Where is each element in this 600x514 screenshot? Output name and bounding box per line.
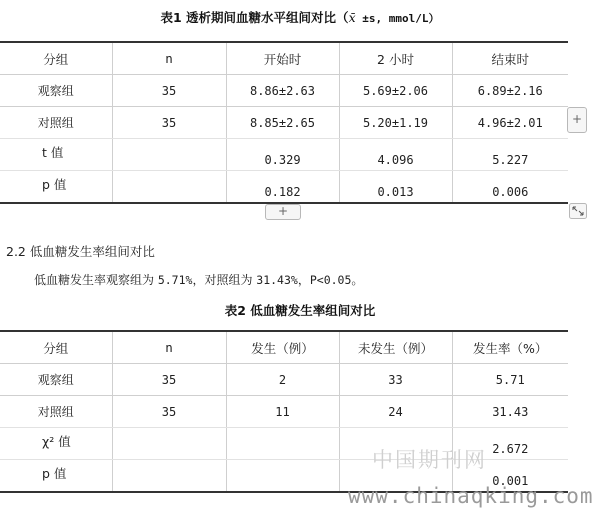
stat-label: p 值 [42, 177, 67, 192]
n-cell [112, 460, 226, 493]
group-cell: 观察组 [0, 75, 112, 107]
header-cell: 分组 [0, 331, 112, 364]
rate-cell: 31.43 [452, 396, 568, 428]
group-cell: 对照组 [0, 107, 112, 139]
not-occurred-cell: 24 [339, 396, 452, 428]
table-row [0, 171, 568, 204]
table1-caption [0, 8, 600, 26]
table-row [0, 396, 568, 428]
group-cell: 对照组 [0, 396, 112, 428]
watermark-logo: 中国期刊网 [372, 448, 487, 472]
not-occurred-cell: 33 [339, 364, 452, 396]
table-row [0, 364, 568, 396]
n-cell [112, 428, 226, 460]
header-cell: 发生率（%） [452, 331, 568, 364]
table-row [0, 75, 568, 107]
group-cell [0, 139, 112, 171]
add-column-button[interactable]: + [567, 107, 587, 133]
expand-icon[interactable] [569, 203, 587, 219]
table1-caption-unit: ±s, mmol/L） [355, 12, 440, 25]
watermark-url: www.chinaqking.com [348, 484, 594, 508]
table2-caption: 表2 低血糖发生率组间对比 [224, 303, 376, 318]
header-cell: 结束时 [452, 42, 568, 75]
n-cell [112, 139, 226, 171]
start-cell: 8.86±2.63 [226, 75, 339, 107]
header-cell: 开始时 [226, 42, 339, 75]
body-paragraph: 低血糖发生率观察组为 5.71%，对照组为 31.43%，P<0.05。 [34, 273, 364, 287]
header-cell: n [112, 331, 226, 364]
start-cell: 0.182 [226, 171, 339, 204]
header-cell: 发生（例） [226, 331, 339, 364]
occurred-cell: 2 [226, 364, 339, 396]
mean-symbol: x̄ [348, 10, 356, 25]
header-cell: 分组 [0, 42, 112, 75]
n-cell: 35 [112, 396, 226, 428]
h2-cell: 0.013 [339, 171, 452, 204]
glucose-table [0, 41, 568, 204]
n-cell [112, 171, 226, 204]
occurred-cell [226, 428, 339, 460]
stat-label: χ² 值 [42, 434, 71, 449]
n-cell: 35 [112, 364, 226, 396]
header-cell: n [112, 42, 226, 75]
table-header-row [0, 331, 568, 364]
occurred-cell: 11 [226, 396, 339, 428]
end-cell: 5.227 [452, 139, 568, 171]
end-cell: 0.006 [452, 171, 568, 204]
table-row [0, 139, 568, 171]
table1-caption-text: 表1 透析期间血糖水平组间对比（ [160, 10, 349, 25]
h2-cell: 4.096 [339, 139, 452, 171]
table-row [0, 107, 568, 139]
rate-cell: 2.672 [452, 428, 568, 460]
group-cell [0, 171, 112, 204]
rate-cell: 5.71 [452, 364, 568, 396]
stat-label: p 值 [42, 466, 67, 481]
n-cell: 35 [112, 107, 226, 139]
section-heading: 2.2 低血糖发生率组间对比 [6, 244, 155, 259]
occurred-cell [226, 460, 339, 493]
stat-label: t 值 [42, 145, 64, 160]
group-cell [0, 428, 112, 460]
table-header-row [0, 42, 568, 75]
h2-cell: 5.69±2.06 [339, 75, 452, 107]
group-cell: 观察组 [0, 364, 112, 396]
group-cell [0, 460, 112, 493]
end-cell: 4.96±2.01 [452, 107, 568, 139]
start-cell: 8.85±2.65 [226, 107, 339, 139]
h2-cell: 5.20±1.19 [339, 107, 452, 139]
start-cell: 0.329 [226, 139, 339, 171]
n-cell: 35 [112, 75, 226, 107]
add-row-button[interactable]: + [265, 204, 301, 220]
header-cell: 未发生（例） [339, 331, 452, 364]
header-cell: 2 小时 [339, 42, 452, 75]
end-cell: 6.89±2.16 [452, 75, 568, 107]
rate-cell: 0.001 [452, 460, 568, 493]
